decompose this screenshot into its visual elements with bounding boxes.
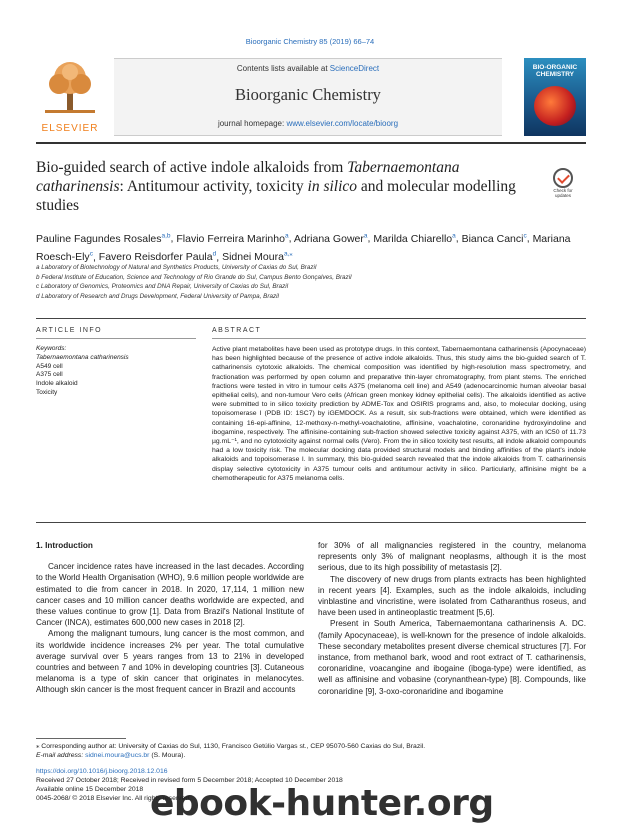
author-name-text: Adriana Gower (293, 232, 364, 245)
corresponding-author: ⁎ Corresponding author at: University of Caxias do Sul, 1130, Francisco Getúlio Vargas st., CEP 95070-560 Caxias do Sul, Brazil. (36, 743, 426, 750)
author-affiliation-marker[interactable]: d (212, 250, 217, 258)
body-paragraph: for 30% of all malignancies registered in the country, melanoma represents only 3% of malignant neoplasms, although it is the most serious, due to its high possibility of metastasis [2]. (318, 541, 586, 573)
keyword-item: Indole alkaloid (36, 380, 78, 388)
body-paragraph: Present in South America, Tabernaemontana catharinensis A. DC. (family Apocynaceae), is well-known for the presence of indole alkaloids. These secondary metabolites present diverse chemical structures [7]. For instance, from methanol bark, wood and root extract of T. catharinensis, coronaridine, voacangine and ibogaine (iboga-type) were identified, as well as affinisine and vobasine (corynanthean-type) [8]. Compounds, like coronaridine [9], 3-oxo-coronaridine and ibogamine (318, 619, 586, 696)
keyword-item: Tabernaemontana catharinensis (36, 353, 129, 361)
affiliation-a: a Laboratory of Biotechnology of Natural and Synthetics Products, University of Caxias do Sul, Brazil (36, 264, 317, 271)
article-title (36, 158, 516, 215)
author-name-text: Sidnei Moura (222, 251, 284, 263)
body-column-left (36, 540, 304, 696)
email-line (36, 751, 586, 760)
title-insilico: in silico (307, 178, 358, 195)
email-suffix: (S. Moura). (149, 752, 186, 759)
check-updates-icon (553, 168, 573, 188)
contents-line (114, 64, 502, 73)
keyword-item: Toxicity (36, 388, 58, 396)
affiliations (36, 263, 596, 301)
author-name[interactable] (99, 251, 216, 263)
keyword-item: A549 cell (36, 362, 63, 370)
affiliation-b: b Federal Institute of Education, Science and Technology of Rio Grande do Sul, Campus Bento Gonçalves, Brazil (36, 273, 352, 281)
author-name[interactable] (176, 233, 288, 245)
author-name[interactable] (36, 233, 171, 245)
author-name[interactable] (462, 233, 527, 245)
author-affiliation-marker[interactable]: a (452, 232, 456, 239)
body-paragraph: The discovery of new drugs from plants extracts has been highlighted in recent years [4]. Examples, such as the indole alkaloids, including vinblastine and vincristine, were isolated from Catharanthus roseus, and have been used in antineoplastic treatment [5,6]. (318, 574, 586, 618)
footnote-rule (36, 738, 126, 739)
abstract-divider (36, 522, 586, 523)
keywords-block (36, 345, 196, 398)
affiliation-d: d Laboratory of Research and Drugs Development, Federal University of Pampa, Brazil (36, 292, 279, 300)
journal-citation[interactable]: Bioorganic Chemistry 85 (2019) 66–74 (245, 37, 375, 46)
author-affiliation-marker[interactable]: a (363, 232, 368, 239)
title-part3: and molecular modelling studies (36, 178, 516, 214)
homepage-prefix: journal homepage: (217, 119, 287, 128)
elsevier-tree-icon (41, 58, 99, 116)
body-paragraph: Cancer incidence rates have increased in the last decades. According to the World Health Organisation (WHO), 9.6 million people worldwide are estimated to die from cancer in 2018. In 2020, 17,114, 1 million new cancer cases and 10 million cancer deaths worldwide are expected, and these values continue to grow [1]. Data from Brazil's National Institute of Cancer (INCA), estimates 600,000 new cases in 2018 [2]. (36, 562, 304, 628)
email-link[interactable]: sidnei.moura@ucs.br (85, 752, 150, 759)
header-divider (36, 142, 586, 144)
author-affiliation-marker[interactable]: c (89, 250, 93, 258)
section-heading: 1. Introduction (36, 541, 93, 550)
body-column-right (318, 540, 586, 697)
abstract-rule (212, 338, 586, 339)
author-name-text: Marilda Chiarello (373, 232, 453, 245)
elsevier-logo[interactable] (36, 58, 104, 136)
check-updates-label: Check for updates (553, 188, 573, 198)
author-name-text: Flavio Ferreira Marinho (176, 232, 285, 245)
title-species: Tabernaemontana catharinensis (36, 159, 460, 195)
cover-title: BIO-ORGANIC CHEMISTRY (532, 64, 578, 78)
sciencedirect-link[interactable]: ScienceDirect (329, 64, 380, 73)
author-name-text: Bianca Canci (461, 232, 524, 245)
title-part2: : Antitumour activity, toxicity (119, 178, 308, 195)
check-for-updates-button[interactable] (546, 168, 580, 202)
author-name[interactable] (222, 251, 293, 263)
copyright: 0045-2068/ © 2018 Elsevier Inc. All rights reserved. (36, 795, 192, 802)
journal-cover-image[interactable] (524, 58, 586, 136)
abstract-text: Active plant metabolites have been used as prototype drugs. In this context, Tabernaemontana catharinensis (Apocynaceae) has been highlighted because of the presence of active indole alkaloids. Thus, this study aims the bio-guided search of T. catharinensis cytotoxic alkaloids. The chemical composition was identified by high-resolution mass spectrometry, and fractionation was performed by open column and preparative thin-layer chromatography, from plant stems. The enriched fractions were tested in vitro in tumour cells A375 (melanoma cell line) and A549 (adenocarcinomic human alveolar basal epithelial cells), and non-tumour Vero cells (African green monkey kidney epithelial cells). The alkaloids identified as active were submitted to in silico toxicity prediction by ADME-Tox and OSIRIS programs and, also, to molecular docking, using topoisomerase I (PDB ID: 1SC7) by iGEMDOCK. As a result, six sub-fractions were obtained, which were identified as containing 16-epi-affinine, 12-methoxy-n-methyl-voachalotine, affinisine, voachalotine, coronaridine hydroxyindoline and ibogamine, respectively. The affinisine-containing sub-fraction showed selective toxicity against A375, with an IC50 of 11.73 µg.mL⁻¹, and no cytotoxicity against normal cells (Vero). From the in silico toxicity test results, all indole alkaloid compounds had a low toxicity risk. The molecular docking data provided structural models and binding affinities of the plant's indole alkaloids and topoisomerase I. In summary, this bio-guided search revealed that the indole alkaloids from T. catharinensis display selective cytotoxicity in A375 tumour cells and antitumour activity in silico. Particularly, affinisine might be a chemotherapeutic for A375 melanoma cells. (212, 346, 586, 482)
author-affiliation-marker[interactable]: a,⁎ (283, 250, 293, 258)
article-info-heading: ARTICLE INFO (36, 327, 103, 334)
author-affiliation-marker[interactable]: a (284, 232, 289, 239)
keyword-item: A375 cell (36, 371, 63, 379)
body-paragraph: Among the malignant tumours, lung cancer is the most common, and its worldwide incidence increases 2% per year. The total cumulative average survival over 5 years ranges from 13 to 21% in developed countries and between 7 and 10% in developing countries [3]. Cutaneous melanoma is a type of skin cancer that originates in melanocytes. Although skin cancer is the most frequent cancer in Brazil and accounts (36, 629, 304, 695)
journal-header (36, 58, 586, 138)
info-divider (36, 318, 586, 319)
author-name-text: Mariana Roesch-Ely (36, 232, 571, 263)
journal-info-box (114, 58, 502, 136)
author-name[interactable] (294, 233, 368, 245)
doi-link[interactable]: https://doi.org/10.1016/j.bioorg.2018.12.016 (36, 768, 168, 775)
affiliation-c: c Laboratory of Genomics, Proteomics and DNA Repair, University of Caxias do Sul, Brazil (36, 283, 289, 290)
article-info-rule (36, 338, 196, 339)
title-part1: Bio-guided search of active indole alkaloids from (36, 159, 348, 176)
homepage-line (114, 119, 502, 128)
author-affiliation-marker[interactable]: c (523, 232, 527, 239)
author-name[interactable] (373, 233, 455, 245)
elsevier-wordmark: ELSEVIER (41, 123, 99, 134)
cover-artwork (534, 86, 576, 126)
author-list: Pauline Fagundes Rosales$^{a,b}$, Flavio Ferreira Marinho$^a$, Adriana Gower$^a$, Marilda Chiarello$^a$, Bianca Canci$^c$, Mariana Roesch-Ely$^c$, Favero Reisdorfer Paula$^d$, Sidnei Moura$^{a,⁎}$ (36, 232, 571, 263)
email-label: E-mail address: (36, 752, 86, 759)
keywords-label: Keywords: (36, 345, 67, 352)
author-name-text: Pauline Fagundes Rosales (36, 232, 162, 245)
abstract-heading: ABSTRACT (212, 327, 262, 334)
footnote (36, 742, 586, 760)
author-name-text: Favero Reisdorfer Paula (98, 251, 213, 263)
online-date: Available online 15 December 2018 (36, 786, 144, 793)
watermark: ebook-hunter.org (150, 783, 494, 824)
contents-prefix: Contents lists available at (236, 64, 330, 73)
journal-title: Bioorganic Chemistry (235, 85, 381, 104)
homepage-link[interactable]: www.elsevier.com/locate/bioorg (286, 119, 399, 128)
author-affiliation-marker[interactable]: a,b (161, 232, 171, 239)
received-dates: Received 27 October 2018; Received in revised form 5 December 2018; Accepted 10 December 2018 (36, 777, 343, 784)
